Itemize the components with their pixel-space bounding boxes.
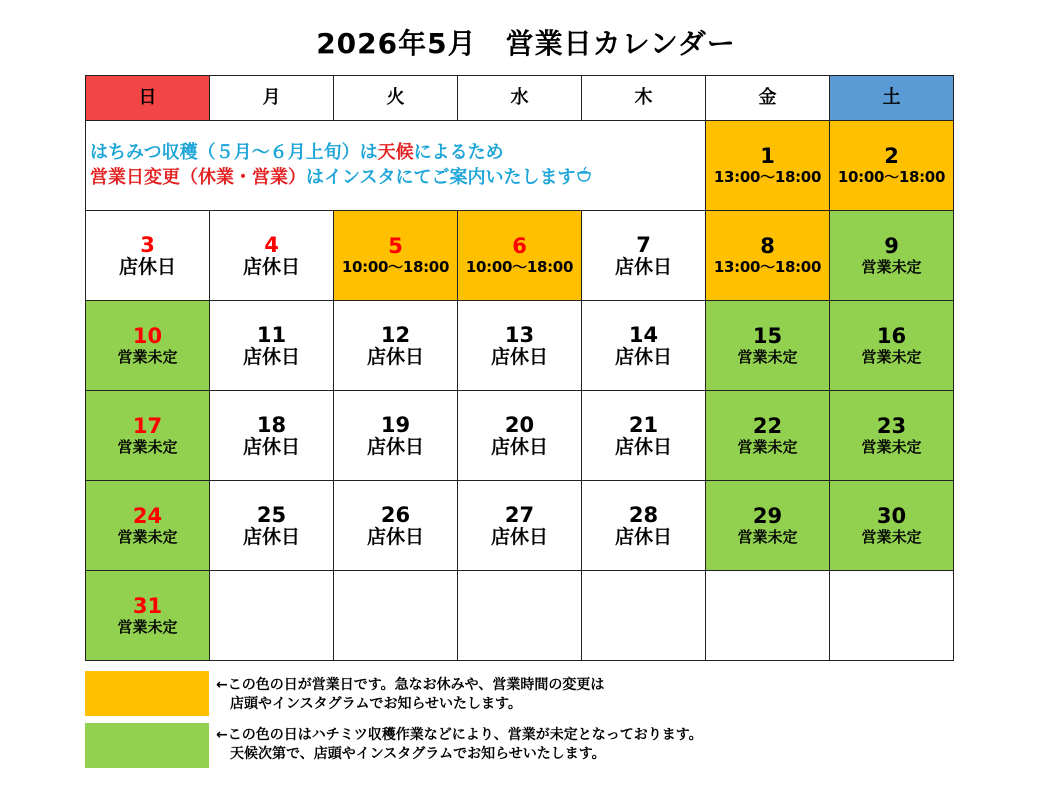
day-status: 営業未定 — [861, 258, 922, 277]
day-number: 23 — [876, 414, 907, 439]
day-status: 10:00～18:00 — [837, 168, 946, 187]
day-number: 18 — [256, 412, 287, 437]
week-row — [86, 211, 954, 301]
notice-highlight: 天候 — [377, 141, 414, 163]
day-cell — [830, 211, 954, 301]
notice-message — [86, 121, 706, 211]
week-row — [86, 391, 954, 481]
day-cell — [830, 481, 954, 571]
day-number: 9 — [884, 234, 899, 259]
weekday-thursday: 木 — [582, 76, 706, 121]
day-cell — [582, 301, 706, 391]
empty-cell — [210, 571, 334, 661]
day-status: 営業未定 — [737, 348, 798, 367]
weekday-monday: 月 — [210, 76, 334, 121]
day-status: 店休日 — [366, 345, 424, 368]
weekday-friday: 金 — [706, 76, 830, 121]
day-status: 店休日 — [490, 435, 548, 458]
day-status: 営業未定 — [117, 438, 178, 457]
day-status: 営業未定 — [117, 528, 178, 547]
day-cell — [334, 391, 458, 481]
day-number: 30 — [876, 504, 907, 529]
day-number: 29 — [752, 504, 783, 529]
day-cell — [706, 301, 830, 391]
day-number: 28 — [628, 502, 659, 527]
notice-text: によるため — [413, 141, 504, 163]
legend-text-open: ←この色の日が営業日です。急なお休みや、営業時間の変更は 店頭やインスタグラムでお知らせいたします。 — [216, 677, 605, 712]
day-status: 店休日 — [614, 345, 672, 368]
weekday-wednesday: 水 — [458, 76, 582, 121]
week-row — [86, 301, 954, 391]
week-row — [86, 571, 954, 661]
day-cell — [86, 481, 210, 571]
day-cell — [334, 211, 458, 301]
weekday-tuesday: 火 — [334, 76, 458, 121]
day-cell — [706, 391, 830, 481]
day-cell — [86, 571, 210, 661]
day-cell — [458, 391, 582, 481]
day-status: 店休日 — [366, 435, 424, 458]
day-cell — [830, 301, 954, 391]
empty-cell — [334, 571, 458, 661]
day-status: 10:00～18:00 — [341, 258, 450, 277]
day-number: 4 — [264, 232, 279, 257]
weekday-sunday: 日 — [86, 76, 210, 121]
page-title: 2026年5月 営業日カレンダー — [316, 27, 736, 60]
weekday-saturday: 土 — [830, 76, 954, 121]
notice-text: はちみつ収穫（５月～６月上旬）は — [90, 141, 378, 163]
day-number: 13 — [504, 322, 535, 347]
day-status: 店休日 — [242, 435, 300, 458]
legend-swatch-open — [85, 671, 209, 716]
day-number: 11 — [256, 322, 287, 347]
day-status: 店休日 — [242, 255, 300, 278]
day-number: 22 — [752, 414, 783, 439]
day-status: 営業未定 — [737, 528, 798, 547]
day-cell — [210, 481, 334, 571]
day-cell — [210, 211, 334, 301]
day-cell — [458, 481, 582, 571]
honey-pot-icon — [575, 165, 593, 189]
empty-cell — [582, 571, 706, 661]
empty-cell — [458, 571, 582, 661]
day-cell — [830, 121, 954, 211]
day-status: 13:00～18:00 — [713, 168, 822, 187]
day-number: 19 — [380, 412, 411, 437]
day-status: 店休日 — [366, 525, 424, 548]
day-number: 10 — [132, 324, 163, 349]
day-status: 営業未定 — [861, 438, 922, 457]
day-status: 10:00～18:00 — [465, 258, 574, 277]
day-number: 15 — [752, 324, 783, 349]
day-status: 店休日 — [490, 525, 548, 548]
day-number: 25 — [256, 502, 287, 527]
day-number: 20 — [504, 412, 535, 437]
day-number: 26 — [380, 502, 411, 527]
day-cell — [334, 301, 458, 391]
day-number: 2 — [884, 144, 899, 169]
day-number: 14 — [628, 322, 659, 347]
day-cell — [706, 211, 830, 301]
day-cell — [830, 391, 954, 481]
day-cell — [582, 211, 706, 301]
day-status: 営業未定 — [737, 438, 798, 457]
day-cell — [334, 481, 458, 571]
day-status: 店休日 — [242, 525, 300, 548]
day-cell — [458, 301, 582, 391]
day-cell — [86, 391, 210, 481]
notice-line-1 — [90, 141, 705, 165]
weekday-header-row — [86, 76, 954, 121]
day-number: 24 — [132, 504, 163, 529]
day-status: 店休日 — [242, 345, 300, 368]
day-status: 店休日 — [614, 435, 672, 458]
day-cell — [458, 211, 582, 301]
legend-text-undecided: ←この色の日はハチミツ収穫作業などにより、営業が未定となっております。 天候次第で、店頭やインスタグラムでお知らせいたします。 — [216, 727, 703, 762]
day-number: 27 — [504, 502, 535, 527]
day-number: 21 — [628, 412, 659, 437]
day-status: 営業未定 — [861, 348, 922, 367]
day-status: 店休日 — [118, 255, 176, 278]
notice-highlight: 営業日変更（休業・営業） — [90, 167, 306, 188]
week-row — [86, 481, 954, 571]
day-number: 6 — [512, 234, 527, 259]
day-cell — [86, 301, 210, 391]
day-cell — [210, 391, 334, 481]
day-status: 営業未定 — [117, 618, 178, 637]
empty-cell — [830, 571, 954, 661]
day-cell — [706, 121, 830, 211]
calendar-table — [85, 75, 954, 661]
notice-line-2 — [90, 165, 705, 190]
day-number: 12 — [380, 322, 411, 347]
day-number: 8 — [760, 234, 775, 259]
day-status: 店休日 — [490, 345, 548, 368]
day-status: 13:00～18:00 — [713, 258, 822, 277]
empty-cell — [706, 571, 830, 661]
day-status: 営業未定 — [117, 348, 178, 367]
day-cell — [86, 211, 210, 301]
day-status: 営業未定 — [861, 528, 922, 547]
day-number: 31 — [132, 594, 163, 619]
day-number: 3 — [140, 232, 155, 257]
day-status: 店休日 — [614, 255, 672, 278]
day-cell — [582, 391, 706, 481]
day-status: 店休日 — [614, 525, 672, 548]
day-number: 7 — [636, 232, 651, 257]
legend-swatch-undecided — [85, 723, 209, 768]
day-number: 1 — [760, 144, 775, 169]
day-cell — [582, 481, 706, 571]
day-number: 16 — [876, 324, 907, 349]
notice-text: はインスタにてご案内いたします — [306, 167, 576, 188]
day-number: 5 — [388, 234, 403, 259]
day-number: 17 — [132, 414, 163, 439]
day-cell — [706, 481, 830, 571]
week-row — [86, 121, 954, 211]
day-cell — [210, 301, 334, 391]
